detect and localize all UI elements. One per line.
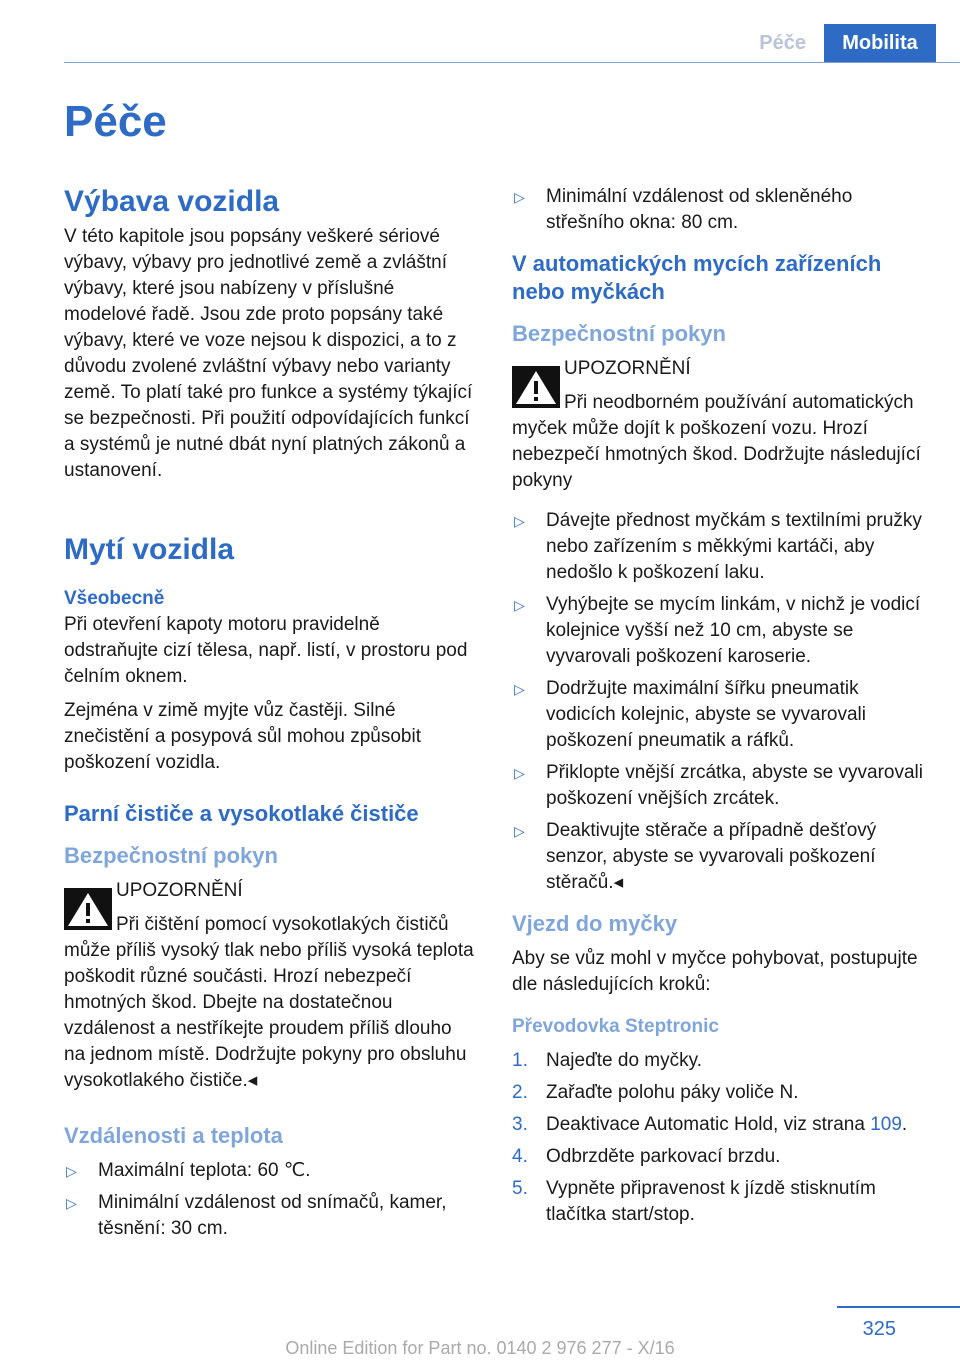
general-paragraph-2: Zejména v zimě myjte vůz častěji. Silné znečistění a posypová sůl mohou způsobit poškození vozidla. <box>64 700 421 773</box>
triangle-bullet-icon: ▷ <box>514 597 525 613</box>
warning-text: Při čištění pomocí vysokotlakých čističů může příliš vysoký tlak nebo příliš vysoká teplota poškodit různé součásti. Hrozí nebezpečí hmotných škod. Dbejte na dostatečnou vzdálenost a nestříkejte proudem příliš dlouho na jednom místě. Dodržujte pokyny pro obsluhu vysokotlakého čističe.◂ <box>64 914 474 1091</box>
triangle-bullet-icon: ▷ <box>514 189 525 205</box>
triangle-bullet-icon: ▷ <box>66 1195 77 1211</box>
tab-pece[interactable]: Péče <box>741 24 824 62</box>
subheading-safety-note: Bezpečnostní pokyn <box>64 843 278 868</box>
warning-label: UPOZORNĚNÍ <box>116 880 243 901</box>
warning-triangle-icon <box>512 366 560 408</box>
triangle-bullet-icon: ▷ <box>514 823 525 839</box>
step-item: 4. Odbrzděte parkovací brzdu. <box>512 1146 781 1167</box>
subheading-steptronic: Převodovka Steptronic <box>512 1016 719 1037</box>
warning-block-car-wash <box>512 356 926 494</box>
warning-block-pressure <box>64 878 478 1094</box>
page-number: 325 <box>862 1318 896 1340</box>
subheading-general: Všeobecně <box>64 588 165 609</box>
page-title: Péče <box>64 97 167 146</box>
step-item: 1. Najeďte do myčky. <box>512 1050 702 1071</box>
distance-list <box>64 1158 478 1242</box>
list-item: ▷ Dávejte přednost myčkám s textilními pružky nebo zařízením s měkkými kartáči, aby nedošlo k poškození laku. <box>514 510 922 583</box>
right-column <box>512 184 926 1234</box>
warning-text: Při neodborném používání automatických myček může dojít k poškození vozu. Hrozí nebezpečí hmotných škod. Dodržujte následující pokyny <box>512 392 921 491</box>
car-wash-list <box>512 508 926 896</box>
section-title-equipment: Výbava vozidla <box>64 185 280 218</box>
equipment-paragraph: V této kapitole jsou popsány veškeré sériové výbavy, výbavy pro jednotlivé země a zvláštní výbavy, které jsou nabízeny v příslušné modelové řadě. Jsou zde proto popsány také výbavy, které ve voze nejsou k dispozici, a to z důvodu zvolené zvláštní výbavy nebo varianty země. To platí také pro funkce a systémy týkající se bezpečnosti. Při použití odpovídajících funkcí a systémů je nutné dbát nyní platných zákonů a ustanovení. <box>64 226 473 481</box>
triangle-bullet-icon: ▷ <box>514 681 525 697</box>
footer-edition: Online Edition for Part no. 0140 2 976 277 - X/16 <box>285 1338 675 1358</box>
steps-list <box>512 1048 926 1228</box>
section-title-washing: Mytí vozidla <box>64 533 235 566</box>
list-item: ▷ Maximální teplota: 60 ℃. <box>64 1158 478 1184</box>
header-divider <box>64 62 960 63</box>
warning-triangle-icon <box>64 888 112 930</box>
footer-divider <box>837 1306 960 1308</box>
entry-paragraph: Aby se vůz mohl v myčce pohybovat, postupujte dle následujících kroků: <box>512 948 918 995</box>
subheading-distance-temperature: Vzdálenosti a teplota <box>64 1123 283 1148</box>
page-link[interactable]: 109 <box>870 1114 902 1135</box>
list-item: ▷ Přiklopte vnější zrcátka, abyste se vyvarovali poškození vnějších zrcátek. <box>514 762 923 809</box>
list-item: ▷ Vyhýbejte se mycím linkám, v nichž je vodicí kolejnice vyšší než 10 cm, abyste se vyvarovali poškození karoserie. <box>514 594 921 667</box>
general-paragraph-1: Při otevření kapoty motoru pravidelně odstraňujte cizí tělesa, např. listí, v prostoru pod čelním oknem. <box>64 614 468 687</box>
step-item: 3. Deaktivace Automatic Hold, viz strana 109. <box>512 1114 908 1135</box>
left-column <box>64 184 478 1256</box>
tab-mobilita[interactable]: Mobilita <box>824 24 936 62</box>
header-tabs <box>741 24 936 62</box>
list-item: ▷ Dodržujte maximální šířku pneumatik vodicích kolejnic, abyste se vyvarovali poškození pneumatik a ráfků. <box>514 678 866 751</box>
step-item: 2. Zařaďte polohu páky voliče N. <box>512 1082 799 1103</box>
subheading-entering-car-wash: Vjezd do myčky <box>512 911 678 936</box>
roof-distance-list <box>512 184 926 236</box>
subheading-pressure-cleaners: Parní čističe a vysokotlaké čističe <box>64 801 419 826</box>
list-item: ▷ Minimální vzdálenost od snímačů, kamer, těsnění: 30 cm. <box>66 1192 447 1239</box>
step-item: 5. Vypněte připravenost k jízdě stisknutím tlačítka start/stop. <box>512 1178 876 1225</box>
warning-label: UPOZORNĚNÍ <box>564 358 691 379</box>
list-item: ▷ Deaktivujte stěrače a případně dešťový senzor, abyste se vyvarovali poškození stěračů.◂ <box>514 820 877 893</box>
triangle-bullet-icon: ▷ <box>66 1163 77 1179</box>
triangle-bullet-icon: ▷ <box>514 765 525 781</box>
list-item: ▷ Minimální vzdálenost od skleněného střešního okna: 80 cm. <box>514 186 853 233</box>
triangle-bullet-icon: ▷ <box>514 513 525 529</box>
subheading-car-wash: V automatických mycích zařízeních nebo myčkách <box>512 251 882 304</box>
subheading-safety-note-right: Bezpečnostní pokyn <box>512 321 726 346</box>
